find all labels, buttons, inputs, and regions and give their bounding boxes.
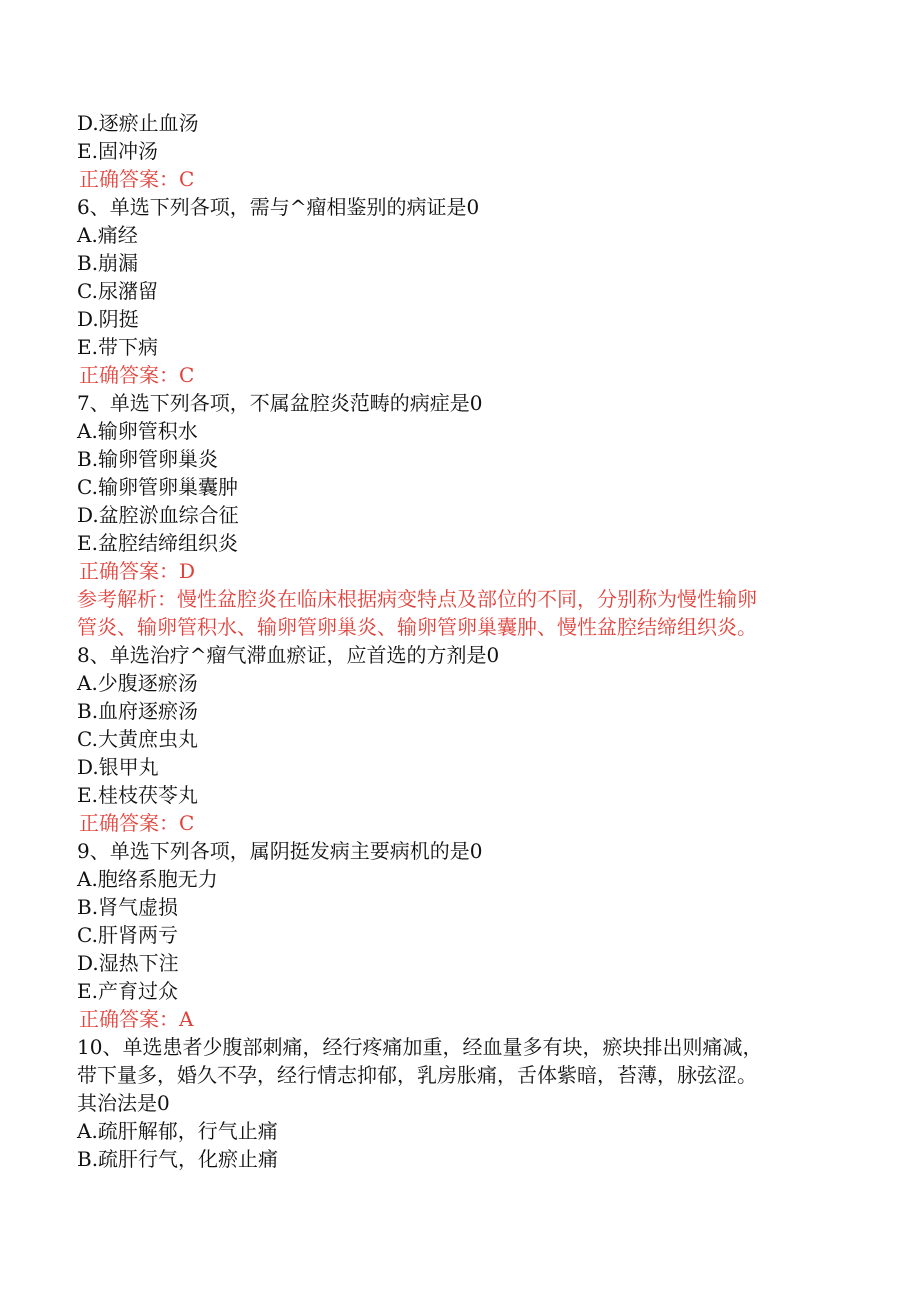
q10-option-b: B.疏肝行气，化瘀止痛 <box>77 1147 279 1171</box>
q6-option-d: D.阴挺 <box>77 307 139 331</box>
q9-option-d: D.湿热下注 <box>77 951 179 975</box>
q9-option-c: C.肝肾两亏 <box>77 923 178 947</box>
q8-option-d: D.银甲丸 <box>77 755 159 779</box>
q9-option-a: A.胞络系胞无力 <box>77 867 218 891</box>
answer-value: C <box>179 363 195 387</box>
q7-option-e: E.盆腔结缔组织炎 <box>77 531 238 555</box>
answer-value: A <box>179 1007 194 1031</box>
q8-option-e: E.桂枝茯苓丸 <box>77 783 198 807</box>
q6-answer-line <box>77 361 847 389</box>
q6-option-a: A.痛经 <box>77 223 138 247</box>
answer-label: 正确答案： <box>79 559 179 583</box>
q7-analysis-line-2: 管炎、输卵管积水、输卵管卵巢炎、输卵管卵巢囊肿、慢性盆腔结缔组织炎。 <box>77 615 757 639</box>
q10-option-a: A.疏肝解郁，行气止痛 <box>77 1119 278 1143</box>
q9-answer-line <box>77 1005 847 1033</box>
option-e: E.固冲汤 <box>77 139 158 163</box>
question-9: 9、单选下列各项，属阴挺发病主要病机的是0 <box>77 839 483 863</box>
answer-value: D <box>179 559 196 583</box>
option-d: D.逐瘀止血汤 <box>77 111 199 135</box>
question-6: 6、单选下列各项，需与^瘤相鉴别的病证是0 <box>77 195 480 219</box>
question-10-line-3: 其治法是0 <box>77 1091 170 1115</box>
q7-option-a: A.输卵管积水 <box>77 419 198 443</box>
answer-label: 正确答案： <box>79 363 179 387</box>
q6-option-c: C.尿潴留 <box>77 279 158 303</box>
question-10-line-1: 10、单选患者少腹部刺痛，经行疼痛加重，经血量多有块，瘀块排出则痛减， <box>77 1035 763 1059</box>
answer-line <box>77 165 847 193</box>
q6-option-e: E.带下病 <box>77 335 158 359</box>
question-7: 7、单选下列各项，不属盆腔炎范畴的病症是0 <box>77 391 483 415</box>
answer-value: C <box>179 167 195 191</box>
answer-value: C <box>179 811 195 835</box>
analysis-label: 参考解析： <box>77 587 177 611</box>
answer-label: 正确答案： <box>79 811 179 835</box>
q7-analysis-line-1 <box>77 585 847 613</box>
q6-option-b: B.崩漏 <box>77 251 139 275</box>
answer-label: 正确答案： <box>79 167 179 191</box>
q8-option-c: C.大黄庶虫丸 <box>77 727 198 751</box>
q8-option-b: B.血府逐瘀汤 <box>77 699 199 723</box>
q9-option-b: B.肾气虚损 <box>77 895 179 919</box>
document-page <box>77 109 847 1173</box>
q7-option-d: D.盆腔淤血综合征 <box>77 503 239 527</box>
q7-option-b: B.输卵管卵巢炎 <box>77 447 219 471</box>
q8-option-a: A.少腹逐瘀汤 <box>77 671 198 695</box>
q9-option-e: E.产育过众 <box>77 979 178 1003</box>
analysis-text: 慢性盆腔炎在临床根据病变特点及部位的不同，分别称为慢性输卵 <box>177 587 757 611</box>
q8-answer-line <box>77 809 847 837</box>
q7-answer-line <box>77 557 847 585</box>
question-8: 8、单选治疗^瘤气滞血瘀证，应首选的方剂是0 <box>77 643 500 667</box>
question-10-line-2: 带下量多，婚久不孕，经行情志抑郁，乳房胀痛，舌体紫暗，苔薄，脉弦涩。 <box>77 1063 757 1087</box>
q7-option-c: C.输卵管卵巢囊肿 <box>77 475 238 499</box>
answer-label: 正确答案： <box>79 1007 179 1031</box>
